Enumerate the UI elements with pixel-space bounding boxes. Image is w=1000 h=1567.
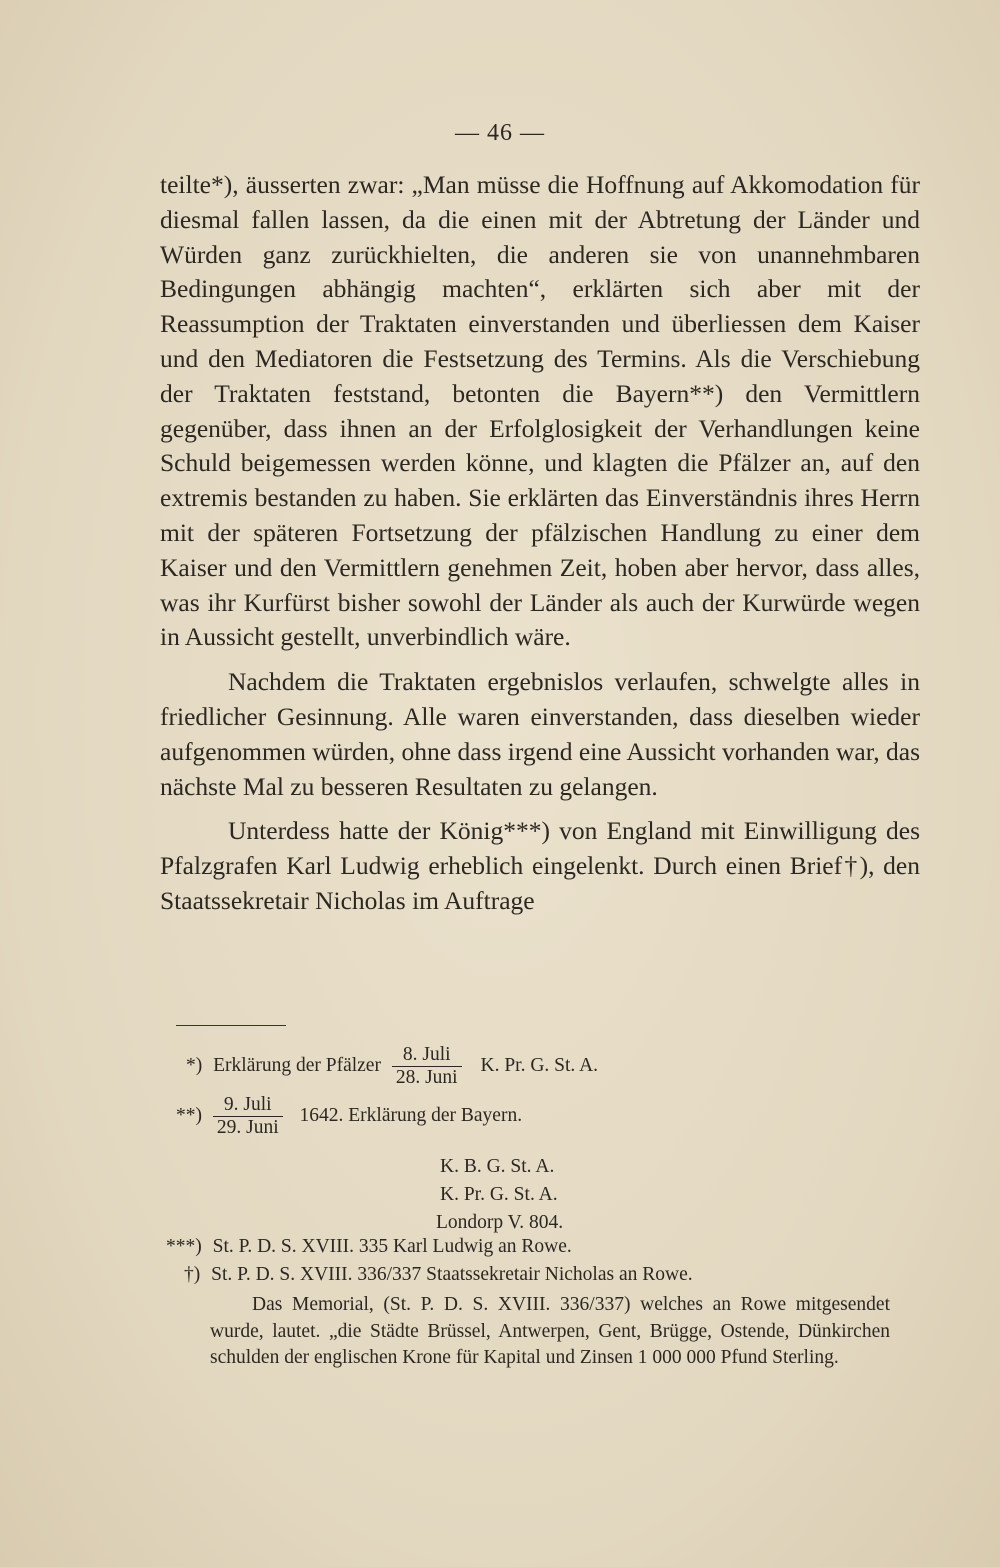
footnote-separator xyxy=(176,1025,286,1026)
footnote-text: St. P. D. S. XVIII. 335 Karl Ludwig an Rowe. xyxy=(212,1236,572,1257)
footnote-mark: ***) xyxy=(166,1236,202,1257)
date-bottom: 28. Juni xyxy=(395,1067,458,1088)
footnote-source: Londorp V. 804. xyxy=(436,1212,564,1233)
date-bottom: 29. Juni xyxy=(216,1117,279,1138)
footnote-text: St. P. D. S. XVIII. 336/337 Staatssekretair Nicholas an Rowe. xyxy=(211,1264,693,1285)
footnote-1 xyxy=(186,1044,598,1089)
date-fraction xyxy=(392,1044,462,1089)
footnote-4-continuation xyxy=(210,1292,890,1372)
date-fraction xyxy=(213,1094,283,1139)
main-text xyxy=(160,168,920,919)
footnote-4 xyxy=(184,1264,693,1286)
footnote-2 xyxy=(176,1094,522,1139)
footnote-mark: †) xyxy=(184,1264,201,1285)
footnote-source: K. Pr. G. St. A. xyxy=(440,1184,558,1205)
paragraph: Unterdess hatte der König***) von England mit Einwilligung des Pfalzgrafen Karl Ludwig erheblich eingelenkt. Durch einen Brief†), den Staatssekretair Nicholas im Auftrage xyxy=(160,816,920,915)
footnote-text: 1642. Erklärung der Bayern. xyxy=(299,1104,523,1126)
footnote-3 xyxy=(166,1236,572,1258)
page-number: — 46 — xyxy=(455,120,545,146)
footnote-paragraph: Das Memorial, (St. P. D. S. XVIII. 336/337) welches an Rowe mitgesendet wurde, lautet. „die Städte Brüssel, Antwerpen, Gent, Brügge, Ostende, Dünkirchen schulden der englischen Krone für Kapital und Zinsen 1 000 000 Pfund Sterling. xyxy=(210,1294,890,1368)
date-top: 8. Juli xyxy=(392,1044,462,1067)
paragraph: Nachdem die Traktaten ergebnislos verlaufen, schwelgte alles in friedlicher Gesinnung. Alle waren einverstanden, dass dieselben wieder aufgenommen würden, ohne dass irgend eine Aussicht vorhanden war, das nächste Mal zu besseren Resultaten zu gelangen. xyxy=(160,667,920,801)
footnote-source: K. Pr. G. St. A. xyxy=(480,1054,599,1076)
footnote-mark: **) xyxy=(176,1104,202,1126)
footnote-mark: *) xyxy=(186,1054,203,1076)
footnote-text: Erklärung der Pfälzer xyxy=(213,1054,381,1076)
date-top: 9. Juli xyxy=(213,1094,283,1117)
footnote-source: K. B. G. St. A. xyxy=(440,1156,555,1177)
paragraph: teilte*), äusserten zwar: „Man müsse die Hoffnung auf Akkomodation für diesmal fallen lassen, da die einen mit der Abtretung der Länder und Würden ganz zurückhielten, die anderen sie von unannehmbaren Bedingungen abhängig machten“, erklärten sich aber mit der Reassumption der Traktaten einverstanden und überliessen dem Kaiser und den Mediatoren die Festsetzung des Termins. Als die Verschiebung der Traktaten feststand, betonten die Bayern**) den Vermittlern gegenüber, dass ihnen an der Erfolglosigkeit der Verhandlungen keine Schuld beigemessen werden könne, und klagten die Pfälzer an, auf den extremis bestanden zu haben. Sie erklärten das Einverständnis ihres Herrn mit der späteren Fortsetzung der pfälzischen Handlung zu einer dem Kaiser und den Vermittlern genehmen Zeit, hoben aber hervor, dass alles, was ihr Kurfürst bisher sowohl der Länder als auch der Kurwürde wegen in Aussicht gestellt, unverbindlich wäre. xyxy=(160,170,920,652)
